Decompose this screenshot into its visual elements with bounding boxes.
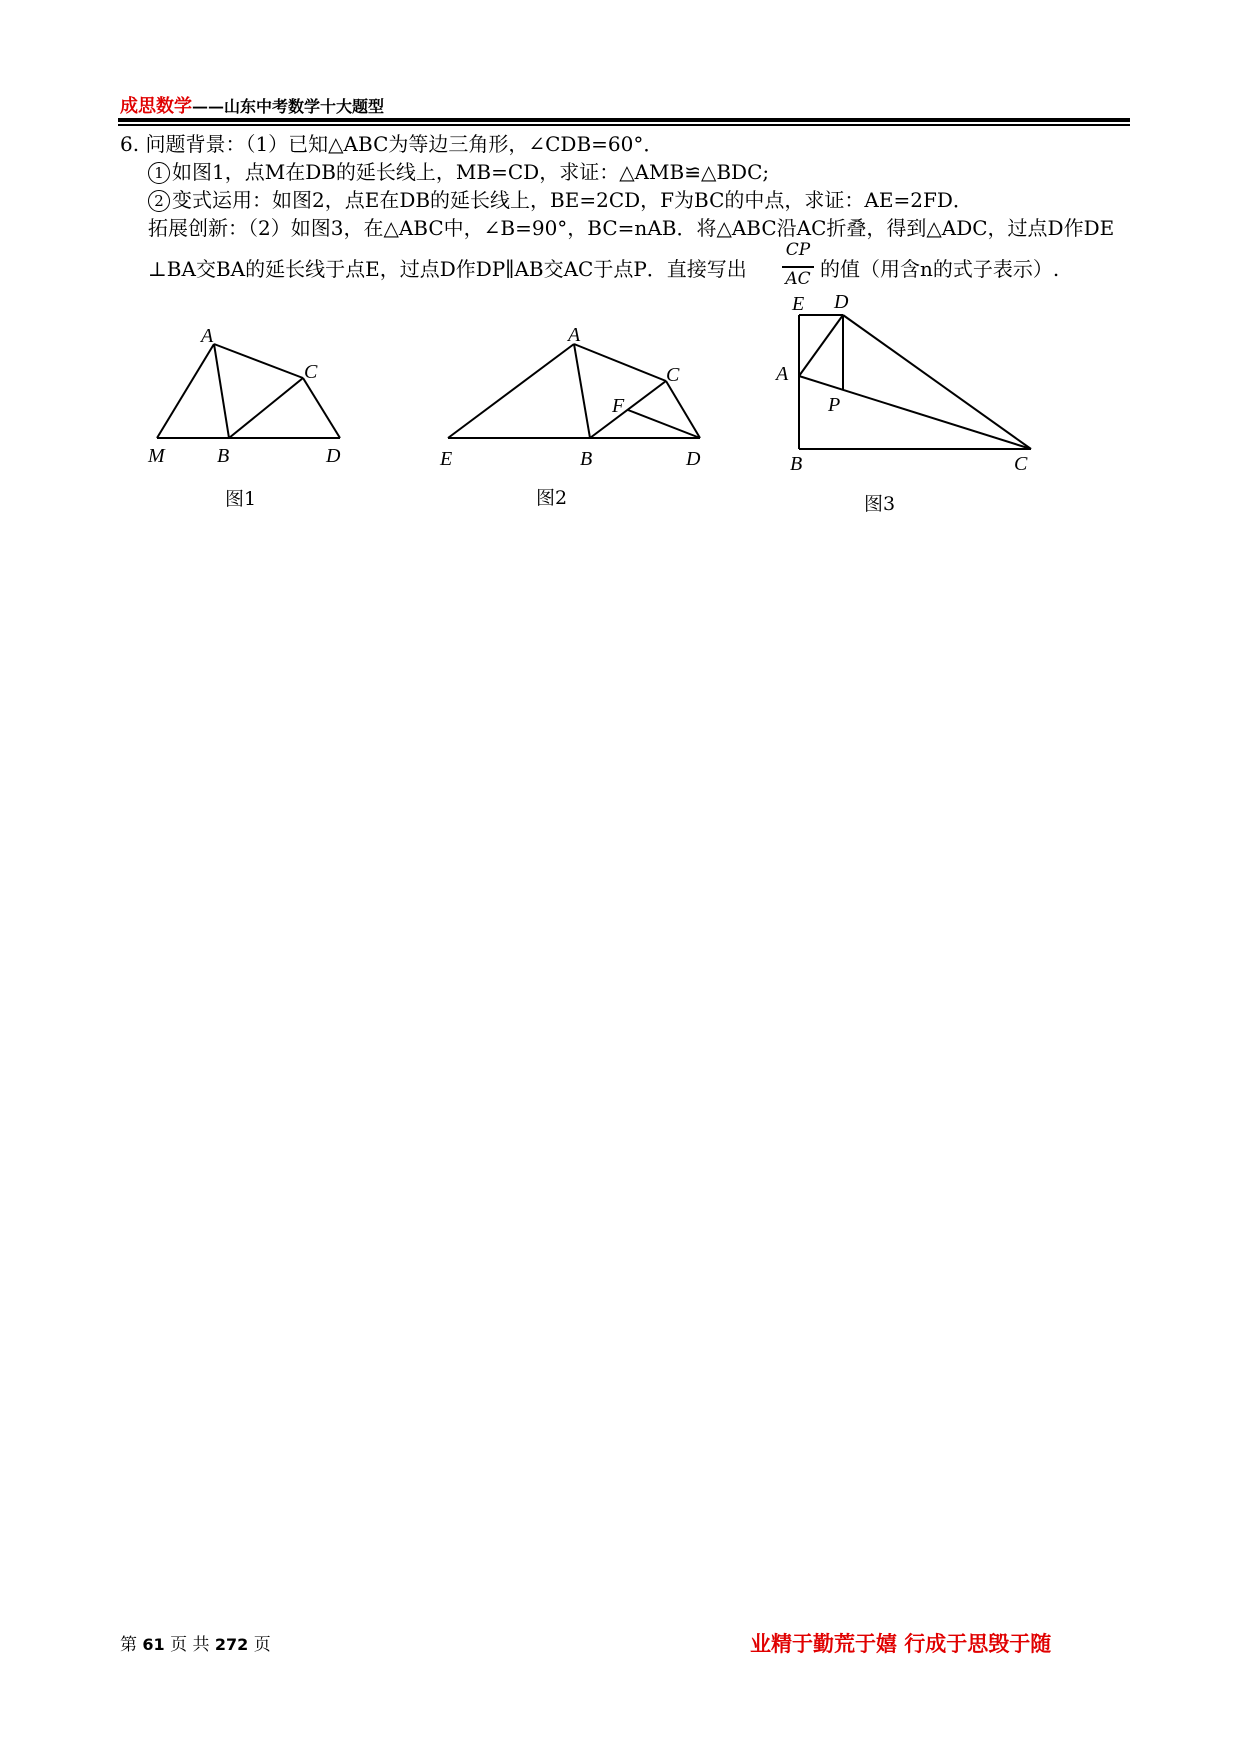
fig2-label-b: B	[580, 448, 593, 470]
fig2-label-d: D	[686, 448, 701, 470]
fig3-label-e: E	[792, 293, 805, 315]
problem-text-4: 拓展创新：（2）如图3，在△ABC中，∠B=90°，BC=nAB．将△ABC沿AC折叠，得到△ADC，过点D作DE	[148, 216, 1115, 240]
fig2-label-e: E	[440, 448, 453, 470]
page-suffix: 页	[253, 1635, 271, 1655]
fig2-label-c: C	[666, 364, 680, 386]
brand-title: 成思数学	[120, 96, 192, 117]
fig1-line-ma	[157, 344, 214, 438]
fig1-line-cd	[303, 378, 340, 438]
fig1-line-ac	[214, 344, 303, 378]
fig2-label-f: F	[612, 395, 625, 417]
fig1-caption: 图1	[225, 488, 257, 510]
fig1-line-ab	[214, 344, 229, 438]
fig3-label-d: D	[834, 291, 849, 313]
fig3-label-c: C	[1014, 453, 1028, 475]
fig1-label-b: B	[217, 445, 230, 467]
fig2-line-ac	[574, 344, 666, 381]
fig3-line-dc	[843, 315, 1031, 449]
footer-motto: 业精于勤荒于嬉 行成于思毁于随	[750, 1632, 1052, 1656]
fig1-label-m: M	[148, 445, 165, 467]
fig2-line-cd	[666, 381, 700, 438]
fraction-denominator: AC	[785, 269, 811, 289]
fig1-label-d: D	[326, 445, 341, 467]
page-total: 272	[214, 1635, 249, 1654]
problem-text-5a: ⊥BA交BA的延长线于点E，过点D作DP∥AB交AC于点P．直接写出	[148, 257, 747, 281]
fig1-line-bc	[229, 378, 303, 438]
circled-number-2: 2	[148, 190, 170, 212]
page-prefix: 第	[120, 1635, 137, 1655]
fig2-label-a: A	[568, 324, 581, 346]
fig1-label-c: C	[304, 361, 318, 383]
fig3-label-b: B	[790, 453, 803, 475]
fig2-line-ea	[448, 344, 574, 438]
fig2-line-fd	[628, 410, 700, 438]
fig2-line-ab	[574, 344, 590, 438]
fig2-caption: 图2	[536, 487, 568, 509]
fig1-label-a: A	[201, 325, 214, 347]
problem-number: 6.	[120, 132, 140, 156]
fig2-line-bc	[590, 381, 666, 438]
problem-text-3: 变式运用：如图2，点E在DB的延长线上，BE=2CD，F为BC的中点，求证：AE=2FD．	[172, 188, 973, 212]
problem-text-5b: 的值（用含n的式子表示）.	[820, 257, 1060, 281]
circled-number-1: 1	[148, 162, 170, 184]
page-counter	[120, 1630, 271, 1655]
fig3-caption: 图3	[864, 493, 896, 515]
page-number: 61	[142, 1635, 165, 1654]
fraction-numerator: CP	[785, 240, 811, 260]
figure-2	[448, 344, 700, 438]
problem-text-1: 问题背景：（1）已知△ABC为等边三角形，∠CDB=60°．	[145, 132, 664, 156]
fig3-label-a: A	[776, 363, 789, 385]
figure-1	[157, 344, 340, 438]
fig3-line-ad	[799, 315, 843, 376]
figure-3	[799, 315, 1031, 449]
page-middle: 页 共	[170, 1635, 210, 1655]
problem-text-2: 如图1，点M在DB的延长线上，MB=CD，求证：△AMB≌△BDC;	[172, 160, 770, 184]
fig3-label-p: P	[828, 394, 841, 416]
header-subtitle: ——山东中考数学十大题型	[192, 97, 385, 116]
